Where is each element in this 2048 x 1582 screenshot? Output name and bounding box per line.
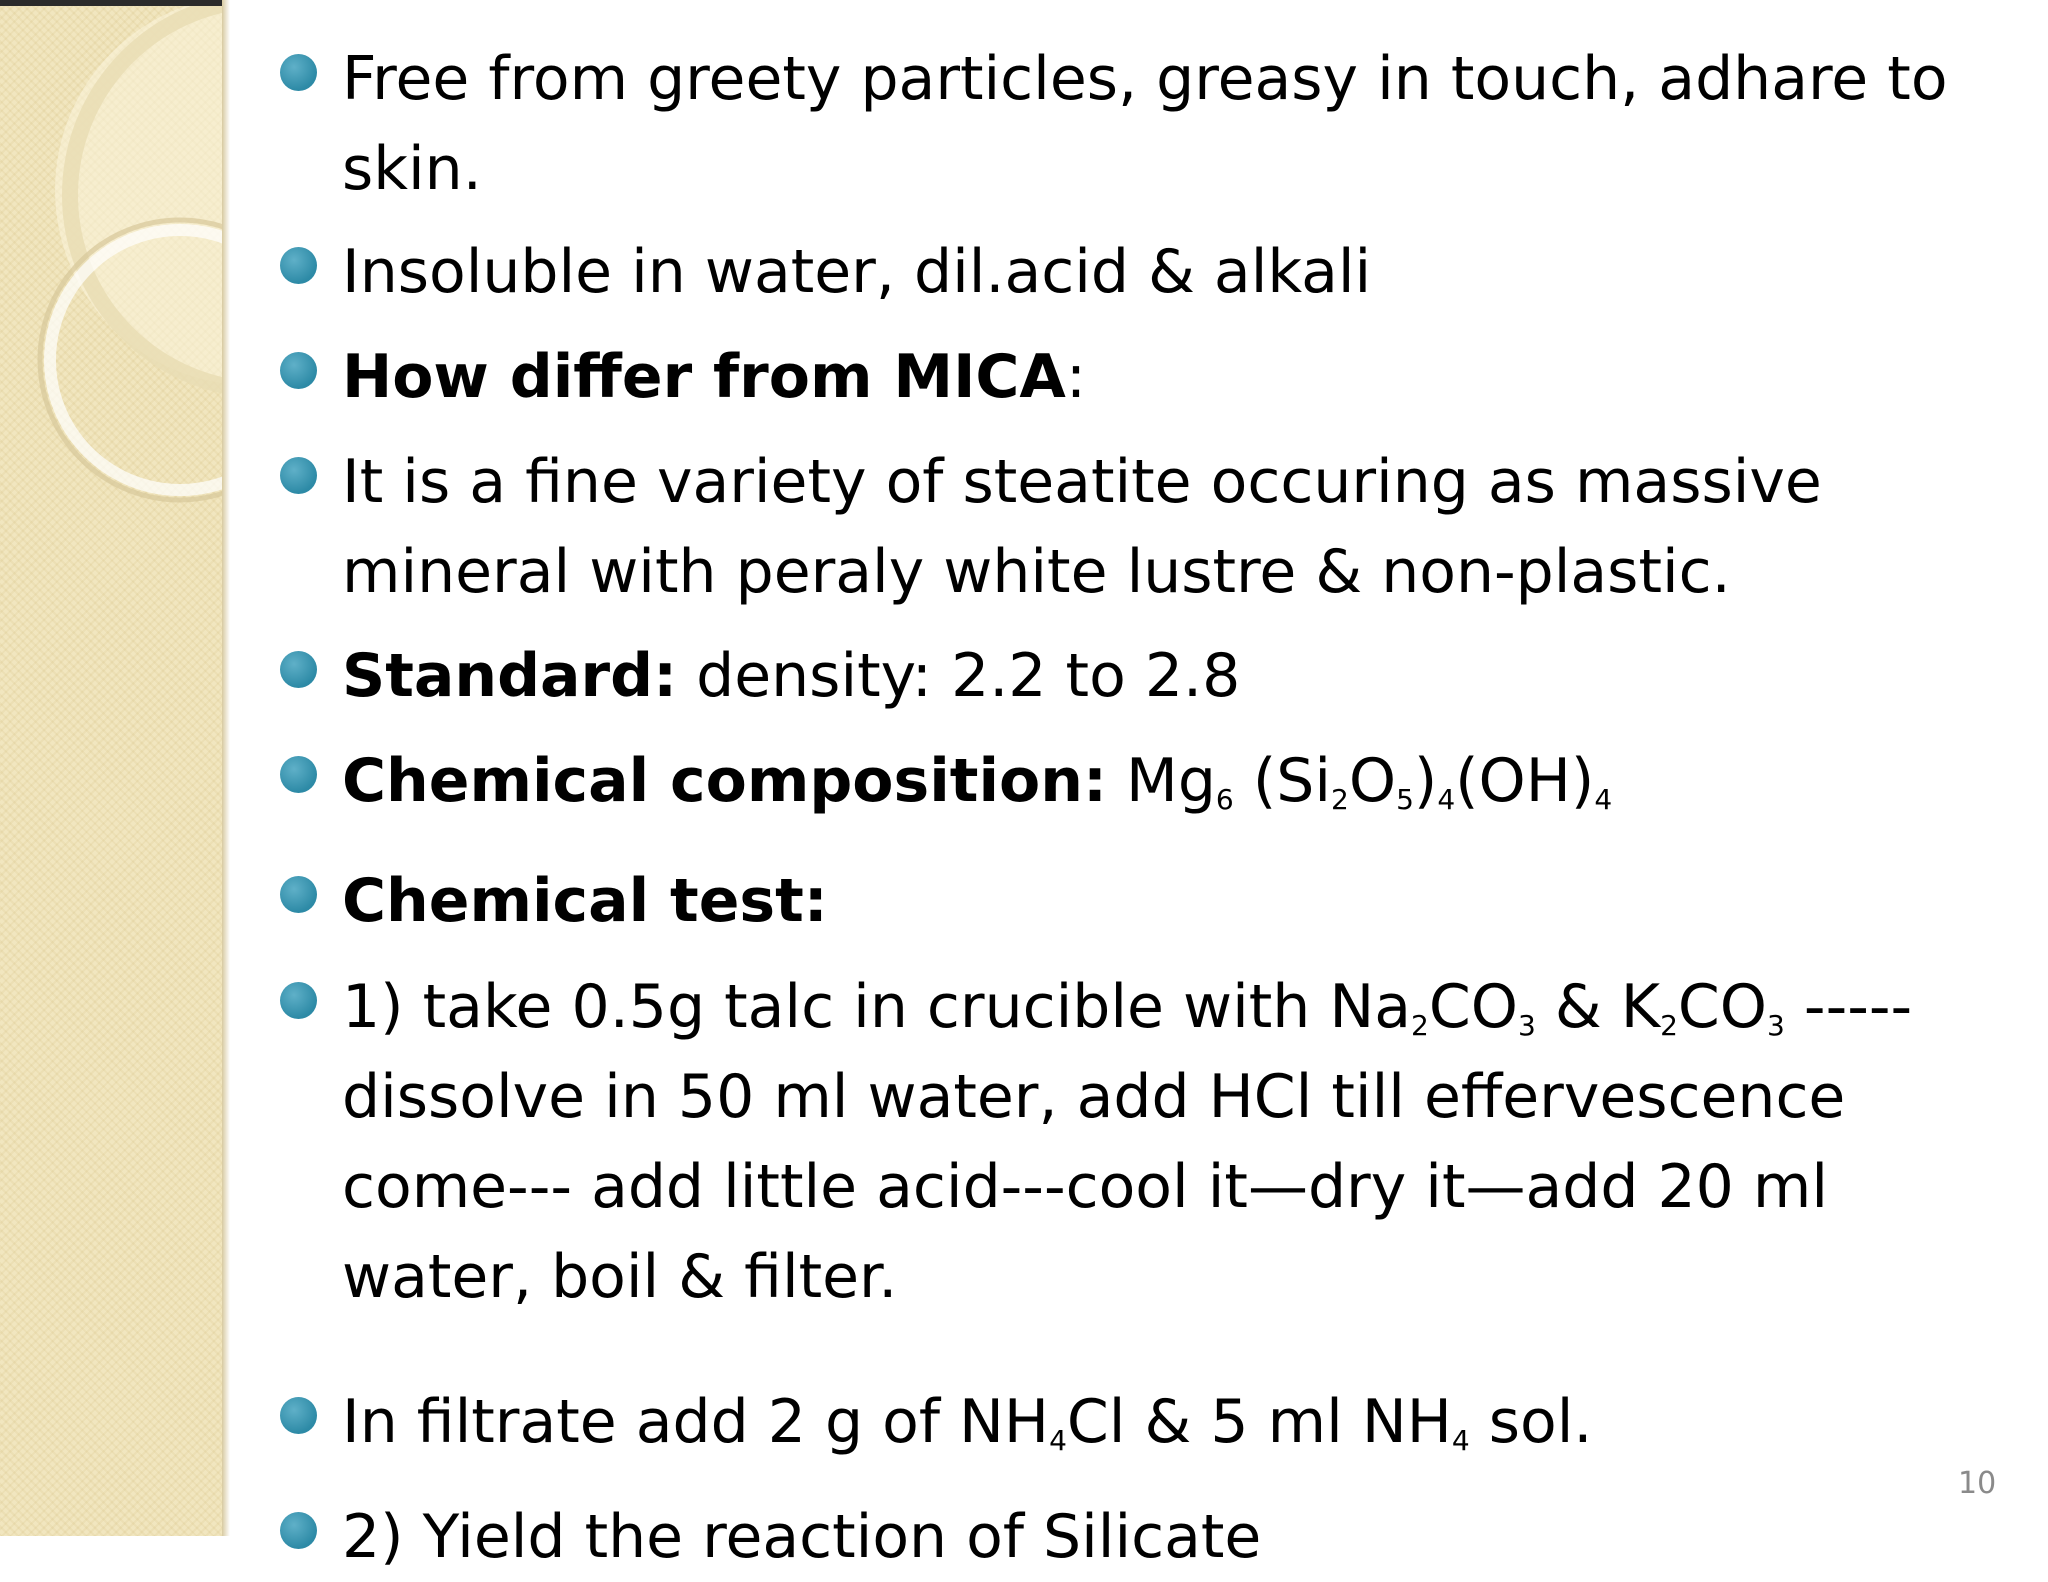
bullet-dot-icon <box>280 1397 317 1434</box>
step-part: & K <box>1535 972 1661 1042</box>
formula-subscript: 2 <box>1660 1009 1678 1042</box>
bullet-dot-icon <box>280 247 317 284</box>
bullet-text: It is a fine variety of steatite occuring as massive mineral with peraly white lustre & non-plastic. <box>342 447 1822 607</box>
bullet-item <box>280 962 1980 1322</box>
formula-subscript: 6 <box>1215 783 1234 816</box>
slide-body <box>280 34 2000 1572</box>
top-left-corner-bar <box>0 0 224 6</box>
decorative-side-panel <box>0 0 224 1536</box>
step-part: -----dissolve in 50 ml water, add HCl till effervescence come--- add little acid---cool it—dry it—add 20 ml water, boil & filter. <box>342 972 1913 1312</box>
formula-part: O <box>1348 746 1397 816</box>
bullet-dot-icon <box>280 876 317 913</box>
step-part: CO <box>1677 972 1768 1042</box>
bullet-heading: Chemical composition: <box>342 746 1107 816</box>
formula-subscript: 5 <box>1396 783 1414 816</box>
formula-subscript: 2 <box>1411 1009 1429 1042</box>
formula-subscript: 3 <box>1517 1009 1536 1042</box>
formula-part: (Si <box>1233 746 1331 816</box>
formula-subscript: 4 <box>1049 1424 1067 1457</box>
bullet-item <box>280 332 1980 422</box>
page-number: 10 <box>1958 1466 1997 1501</box>
step-part: CO <box>1428 972 1518 1042</box>
bullet-text: Insoluble in water, dil.acid & alkali <box>342 237 1372 307</box>
bullet-item <box>280 856 1980 946</box>
side-panel-edge <box>222 0 230 1536</box>
formula-subscript: 4 <box>1594 783 1613 816</box>
bullet-text-rest: density: 2.2 to 2.8 <box>677 641 1241 711</box>
bullet-text: Free from greety particles, greasy in touch, adhare to skin. <box>342 44 1948 204</box>
bullet-item <box>280 1492 1980 1582</box>
bullet-dot-icon <box>280 352 317 389</box>
formula-subscript: 4 <box>1437 783 1456 816</box>
formula-part: (OH) <box>1455 746 1595 816</box>
decorative-rings <box>0 0 224 520</box>
formula-part: Mg <box>1106 746 1216 816</box>
filtrate-part: Cl & 5 ml NH <box>1066 1387 1452 1457</box>
bullet-text <box>342 631 1980 721</box>
bullet-dot-icon <box>280 982 317 1019</box>
test-step-text <box>342 962 1980 1322</box>
bullet-dot-icon <box>280 756 317 793</box>
bullet-item <box>280 736 1980 826</box>
bullet-item <box>280 34 1980 214</box>
filtrate-part: sol. <box>1469 1387 1593 1457</box>
bullet-item <box>280 227 1980 317</box>
filtrate-text <box>342 1377 1980 1467</box>
bullet-dot-icon <box>280 651 317 688</box>
bullet-text-rest: : <box>1065 342 1087 412</box>
bullet-item <box>280 631 1980 721</box>
bullet-text: 2) Yield the reaction of Silicate <box>342 1502 1262 1572</box>
formula-subscript: 2 <box>1331 783 1349 816</box>
bullet-item <box>280 437 1980 617</box>
formula-part: ) <box>1413 746 1438 816</box>
bullet-heading: Standard: <box>342 641 678 711</box>
formula-subscript: 3 <box>1767 1009 1785 1042</box>
bullet-dot-icon <box>280 54 317 91</box>
formula-subscript: 4 <box>1451 1424 1470 1457</box>
bullet-item <box>280 1377 1980 1467</box>
bullet-heading: Chemical test: <box>342 866 828 936</box>
filtrate-part: In filtrate add 2 g of NH <box>342 1387 1050 1457</box>
bullet-dot-icon <box>280 457 317 494</box>
bullet-text <box>342 332 1980 422</box>
bullet-heading: How differ from MICA <box>342 342 1066 412</box>
chemical-formula-line <box>342 736 1980 826</box>
step-part: 1) take 0.5g talc in crucible with Na <box>342 972 1412 1042</box>
bullet-dot-icon <box>280 1512 317 1549</box>
